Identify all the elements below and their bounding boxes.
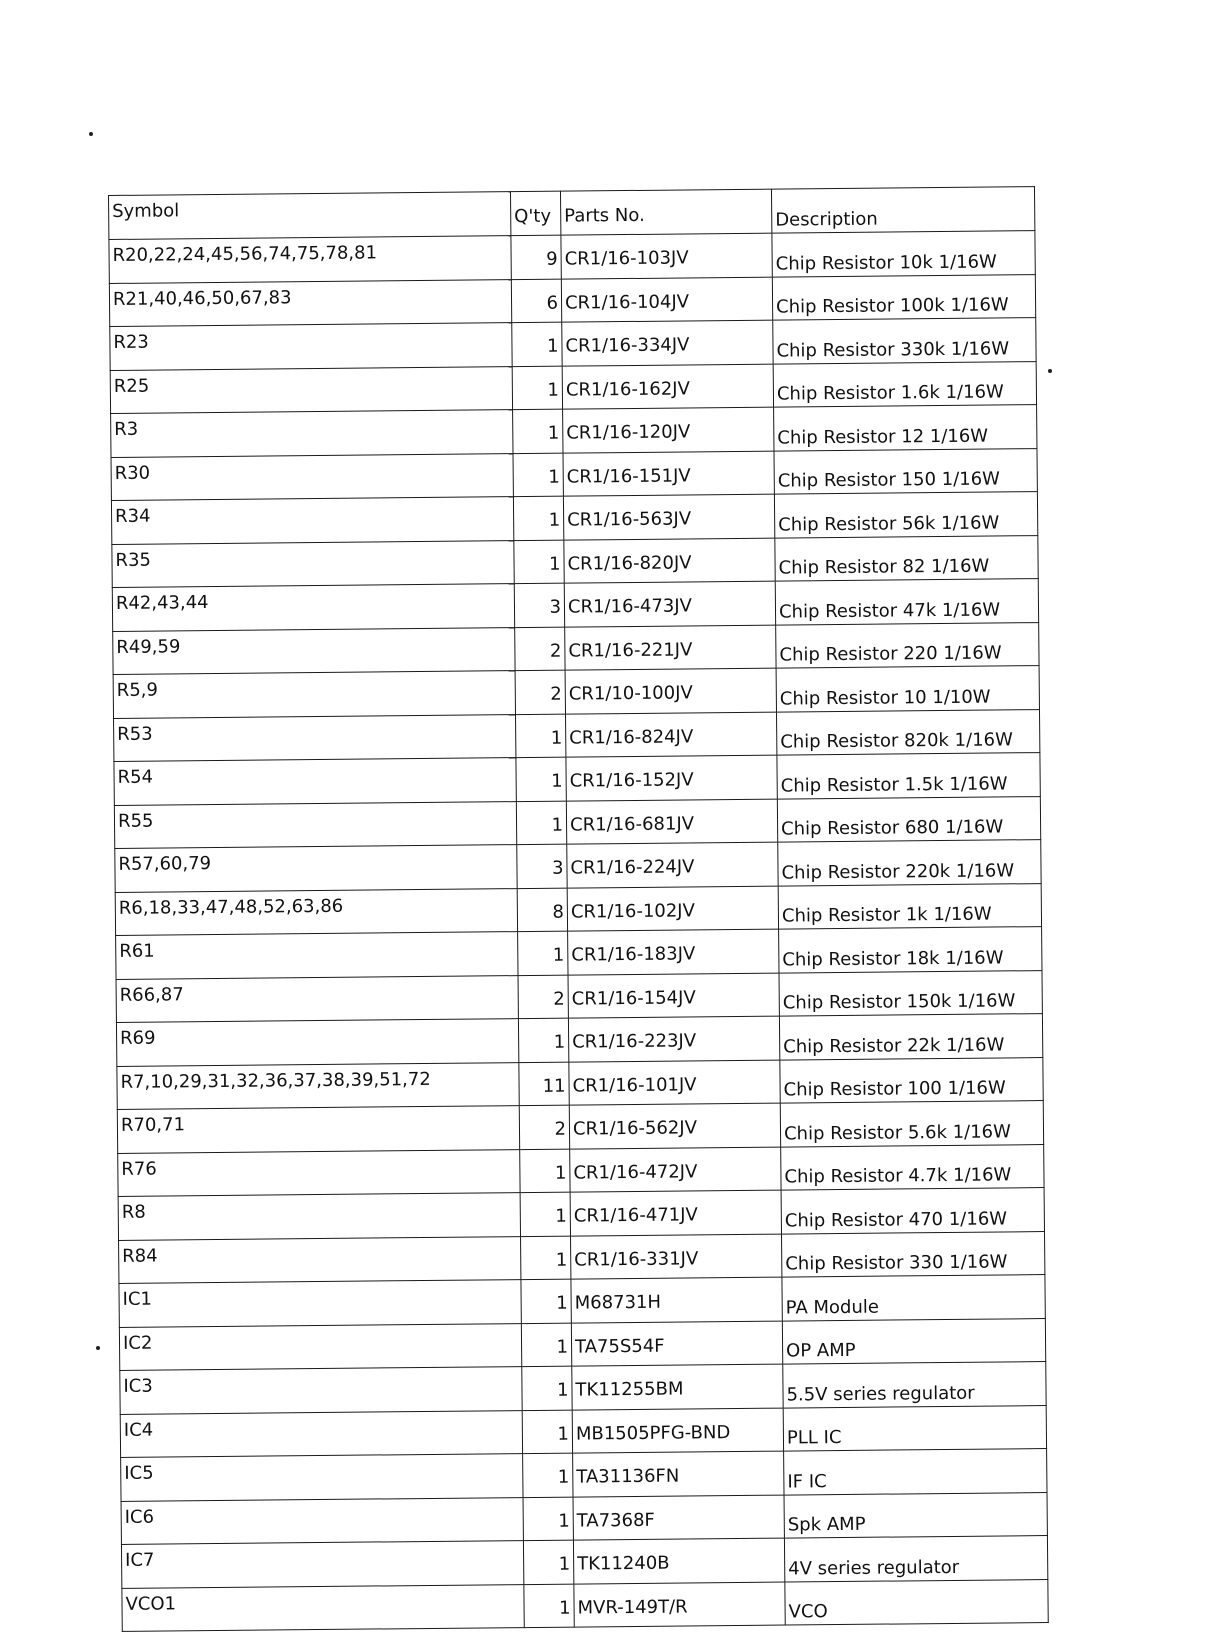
cell-qty: 9 bbox=[511, 235, 561, 279]
cell-qty: 1 bbox=[514, 540, 564, 584]
cell-symbol: R25 bbox=[110, 366, 512, 413]
cell-symbol: R20,22,24,45,56,74,75,78,81 bbox=[109, 236, 511, 283]
cell-parts-no: CR1/16-103JV bbox=[561, 233, 772, 279]
cell-symbol: R76 bbox=[118, 1149, 520, 1196]
header-parts-no: Parts No. bbox=[560, 189, 771, 235]
cell-parts-no: TA7368F bbox=[573, 1495, 784, 1541]
cell-parts-no: CR1/16-471JV bbox=[570, 1190, 781, 1236]
cell-qty: 1 bbox=[523, 1453, 573, 1497]
cell-symbol: R35 bbox=[112, 540, 514, 587]
cell-description: Chip Resistor 18k 1/16W bbox=[779, 927, 1042, 973]
cell-qty: 1 bbox=[516, 714, 566, 758]
cell-symbol: R8 bbox=[118, 1193, 520, 1240]
cell-qty: 1 bbox=[523, 1540, 573, 1584]
cell-qty: 1 bbox=[521, 1236, 571, 1280]
header-description: Description bbox=[771, 187, 1034, 234]
cell-parts-no: CR1/16-563JV bbox=[563, 494, 774, 540]
cell-parts-no: CR1/16-472JV bbox=[570, 1147, 781, 1193]
cell-parts-no: CR1/16-224JV bbox=[567, 842, 778, 888]
cell-qty: 1 bbox=[512, 366, 562, 410]
cell-description: Chip Resistor 10k 1/16W bbox=[772, 231, 1035, 277]
cell-parts-no: CR1/16-681JV bbox=[566, 799, 777, 845]
cell-description: VCO bbox=[785, 1579, 1048, 1625]
cell-symbol: R54 bbox=[114, 758, 516, 805]
cell-symbol: R69 bbox=[116, 1019, 518, 1066]
cell-parts-no: CR1/10-100JV bbox=[565, 668, 776, 714]
cell-description: Chip Resistor 220 1/16W bbox=[776, 622, 1039, 668]
cell-qty: 1 bbox=[524, 1584, 574, 1628]
cell-description: Chip Resistor 4.7k 1/16W bbox=[781, 1144, 1044, 1190]
cell-qty: 3 bbox=[514, 583, 564, 627]
cell-description: Chip Resistor 150k 1/16W bbox=[779, 970, 1042, 1016]
cell-symbol: IC3 bbox=[120, 1367, 522, 1414]
cell-symbol: R6,18,33,47,48,52,63,86 bbox=[115, 888, 517, 935]
cell-qty: 2 bbox=[515, 627, 565, 671]
cell-symbol: IC4 bbox=[120, 1410, 522, 1457]
cell-qty: 1 bbox=[521, 1323, 571, 1367]
cell-qty: 3 bbox=[517, 844, 567, 888]
cell-description: PA Module bbox=[782, 1275, 1045, 1321]
cell-parts-no: TK11255BM bbox=[572, 1364, 783, 1410]
cell-symbol: R21,40,46,50,67,83 bbox=[109, 279, 511, 326]
cell-parts-no: CR1/16-120JV bbox=[563, 407, 774, 453]
cell-parts-no: CR1/16-154JV bbox=[568, 973, 779, 1019]
cell-qty: 1 bbox=[522, 1366, 572, 1410]
cell-parts-no: CR1/16-223JV bbox=[568, 1016, 779, 1062]
cell-description: 4V series regulator bbox=[784, 1536, 1047, 1582]
scan-speck bbox=[1048, 369, 1052, 373]
cell-symbol: R66,87 bbox=[116, 975, 518, 1022]
cell-description: Chip Resistor 5.6k 1/16W bbox=[780, 1101, 1043, 1147]
cell-symbol: R23 bbox=[110, 323, 512, 370]
cell-qty: 1 bbox=[522, 1410, 572, 1454]
cell-parts-no: TK11240B bbox=[573, 1538, 784, 1584]
cell-qty: 1 bbox=[516, 757, 566, 801]
cell-parts-no: CR1/16-152JV bbox=[566, 755, 777, 801]
parts-table bbox=[108, 186, 1049, 1632]
cell-parts-no: CR1/16-473JV bbox=[564, 581, 775, 627]
cell-parts-no: CR1/16-101JV bbox=[569, 1060, 780, 1106]
header-qty: Q'ty bbox=[510, 191, 560, 235]
cell-qty: 6 bbox=[511, 279, 561, 323]
cell-parts-no: CR1/16-162JV bbox=[562, 364, 773, 410]
cell-parts-no: CR1/16-104JV bbox=[561, 277, 772, 323]
cell-symbol: R30 bbox=[111, 453, 513, 500]
cell-parts-no: CR1/16-820JV bbox=[564, 538, 775, 584]
cell-parts-no: M68731H bbox=[571, 1277, 782, 1323]
cell-symbol: R5,9 bbox=[113, 671, 515, 718]
cell-symbol: R61 bbox=[116, 932, 518, 979]
scan-speck bbox=[89, 132, 93, 136]
cell-description: Chip Resistor 100 1/16W bbox=[780, 1057, 1043, 1103]
cell-parts-no: TA75S54F bbox=[571, 1321, 782, 1367]
cell-qty: 2 bbox=[518, 975, 568, 1019]
cell-description: Chip Resistor 680 1/16W bbox=[777, 796, 1040, 842]
cell-description: Chip Resistor 1k 1/16W bbox=[778, 883, 1041, 929]
table-row bbox=[122, 1579, 1048, 1631]
cell-symbol: R53 bbox=[114, 714, 516, 761]
cell-description: Chip Resistor 220k 1/16W bbox=[778, 840, 1041, 886]
cell-description: Chip Resistor 47k 1/16W bbox=[775, 579, 1038, 625]
scan-speck bbox=[96, 1346, 100, 1350]
parts-list bbox=[108, 186, 1048, 1632]
cell-parts-no: CR1/16-183JV bbox=[568, 929, 779, 975]
parts-table-body bbox=[109, 187, 1049, 1632]
cell-description: PLL IC bbox=[783, 1405, 1046, 1451]
cell-description: OP AMP bbox=[782, 1318, 1045, 1364]
cell-symbol: IC2 bbox=[119, 1323, 521, 1370]
header-symbol: Symbol bbox=[109, 192, 511, 240]
cell-symbol: R7,10,29,31,32,36,37,38,39,51,72 bbox=[117, 1062, 519, 1109]
cell-symbol: R57,60,79 bbox=[115, 845, 517, 892]
cell-parts-no: MVR-149T/R bbox=[574, 1582, 785, 1628]
cell-description: Chip Resistor 10 1/10W bbox=[776, 666, 1039, 712]
cell-symbol: IC7 bbox=[121, 1541, 523, 1588]
cell-parts-no: MB1505PFG-BND bbox=[572, 1408, 783, 1454]
cell-qty: 1 bbox=[523, 1497, 573, 1541]
cell-description: Chip Resistor 330k 1/16W bbox=[773, 318, 1036, 364]
cell-parts-no: CR1/16-102JV bbox=[567, 886, 778, 932]
cell-qty: 1 bbox=[520, 1149, 570, 1193]
cell-symbol: IC6 bbox=[121, 1497, 523, 1544]
cell-qty: 2 bbox=[515, 670, 565, 714]
cell-parts-no: TA31136FN bbox=[573, 1451, 784, 1497]
cell-qty: 2 bbox=[519, 1105, 569, 1149]
cell-symbol: R34 bbox=[111, 497, 513, 544]
cell-symbol: R84 bbox=[119, 1236, 521, 1283]
cell-qty: 1 bbox=[521, 1279, 571, 1323]
cell-qty: 1 bbox=[518, 1018, 568, 1062]
cell-description: Chip Resistor 330 1/16W bbox=[782, 1231, 1045, 1277]
cell-parts-no: CR1/16-824JV bbox=[565, 712, 776, 758]
cell-qty: 8 bbox=[517, 888, 567, 932]
cell-parts-no: CR1/16-562JV bbox=[569, 1103, 780, 1149]
cell-parts-no: CR1/16-221JV bbox=[565, 625, 776, 671]
cell-qty: 1 bbox=[513, 453, 563, 497]
cell-qty: 1 bbox=[516, 801, 566, 845]
cell-description: Chip Resistor 1.6k 1/16W bbox=[773, 361, 1036, 407]
cell-description: IF IC bbox=[784, 1449, 1047, 1495]
cell-description: Chip Resistor 150 1/16W bbox=[774, 448, 1037, 494]
cell-symbol: R42,43,44 bbox=[112, 584, 514, 631]
cell-description: Chip Resistor 470 1/16W bbox=[781, 1188, 1044, 1234]
cell-symbol: R49,59 bbox=[113, 627, 515, 674]
cell-description: Chip Resistor 820k 1/16W bbox=[776, 709, 1039, 755]
cell-parts-no: CR1/16-331JV bbox=[571, 1234, 782, 1280]
cell-symbol: R55 bbox=[114, 801, 516, 848]
cell-description: Chip Resistor 22k 1/16W bbox=[779, 1014, 1042, 1060]
cell-symbol: R3 bbox=[111, 410, 513, 457]
cell-symbol: IC1 bbox=[119, 1280, 521, 1327]
cell-qty: 1 bbox=[520, 1192, 570, 1236]
cell-qty: 1 bbox=[518, 931, 568, 975]
cell-symbol: VCO1 bbox=[122, 1584, 524, 1631]
cell-description: Chip Resistor 82 1/16W bbox=[775, 535, 1038, 581]
cell-qty: 1 bbox=[512, 322, 562, 366]
cell-description: 5.5V series regulator bbox=[783, 1362, 1046, 1408]
cell-description: Chip Resistor 12 1/16W bbox=[774, 405, 1037, 451]
cell-description: Chip Resistor 56k 1/16W bbox=[774, 492, 1037, 538]
cell-symbol: IC5 bbox=[121, 1454, 523, 1501]
cell-parts-no: CR1/16-334JV bbox=[562, 320, 773, 366]
cell-description: Chip Resistor 100k 1/16W bbox=[772, 274, 1035, 320]
cell-qty: 11 bbox=[519, 1062, 569, 1106]
cell-qty: 1 bbox=[513, 409, 563, 453]
cell-parts-no: CR1/16-151JV bbox=[563, 451, 774, 497]
cell-description: Spk AMP bbox=[784, 1492, 1047, 1538]
cell-qty: 1 bbox=[513, 496, 563, 540]
cell-description: Chip Resistor 1.5k 1/16W bbox=[777, 753, 1040, 799]
cell-symbol: R70,71 bbox=[117, 1106, 519, 1153]
